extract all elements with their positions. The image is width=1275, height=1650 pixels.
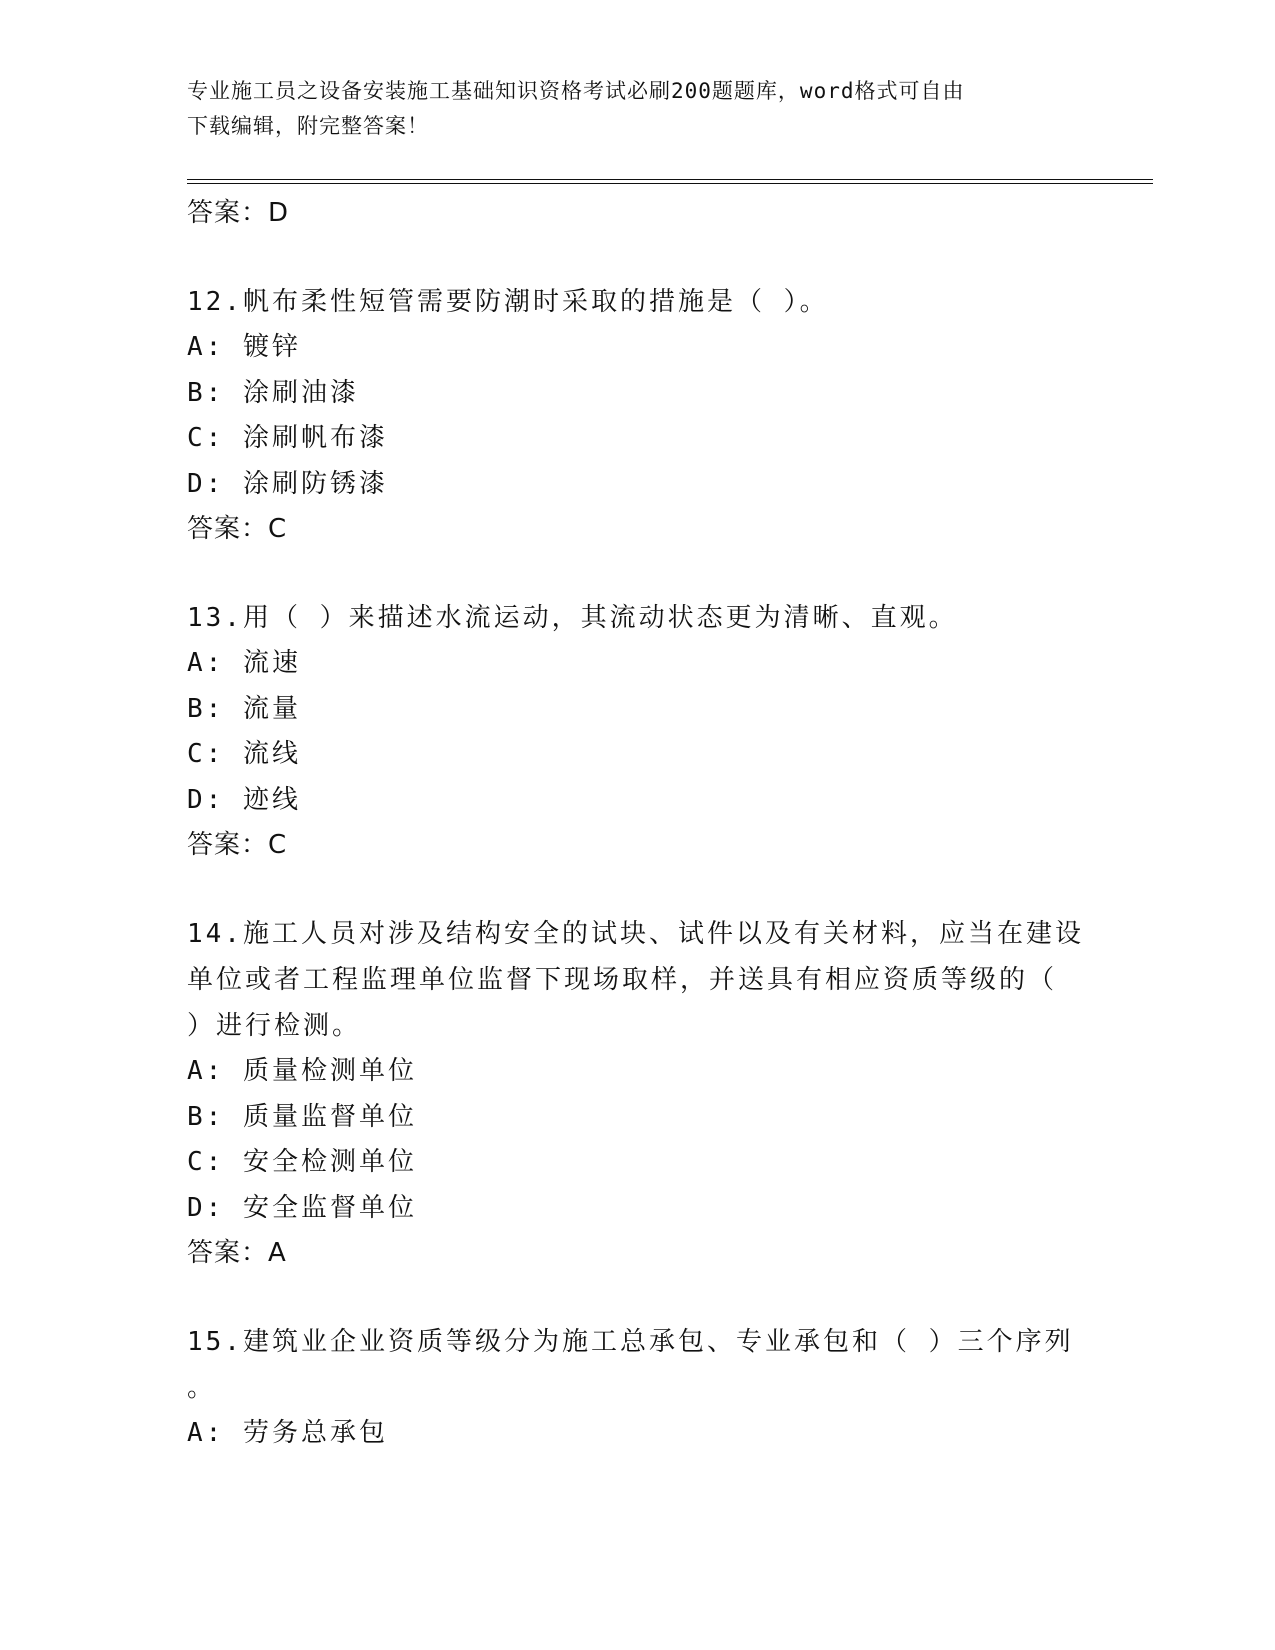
question-12 [187, 279, 1087, 551]
header-line-2: 下载编辑，附完整答案！ [187, 114, 429, 138]
option-d: D: 涂刷防锈漆 [187, 468, 388, 499]
question-13 [187, 595, 1087, 867]
answer-line: 答案：C [187, 830, 288, 860]
document-header [187, 74, 1067, 144]
option-c: C: 安全检测单位 [187, 1147, 417, 1177]
answer-line: 答案：A [187, 1238, 287, 1268]
header-divider-top [187, 179, 1153, 180]
question-stem-line-3: ）进行检测。 [187, 1011, 362, 1041]
option-b: B: 流量 [187, 693, 301, 724]
question-list [187, 191, 1087, 1457]
question-14 [187, 911, 1087, 1275]
question-stem-line-2: 单位或者工程监理单位监督下现场取样，并送具有相应资质等级的（ [187, 965, 1058, 995]
question-stem-line-2: 。 [187, 1373, 217, 1403]
option-a: A: 劳务总承包 [187, 1418, 388, 1448]
question-stem: 12.帆布柔性短管需要防潮时采取的措施是（ ）。 [187, 287, 829, 317]
option-b: B: 涂刷油漆 [187, 377, 359, 408]
answer-line: 答案：D [187, 198, 290, 228]
option-c: C: 涂刷帆布漆 [187, 423, 388, 453]
header-divider-bottom [187, 183, 1153, 184]
question-stem-line-1: 15.建筑业企业资质等级分为施工总承包、专业承包和（ ）三个序列 [187, 1327, 1074, 1357]
question-stem-line-1: 14.施工人员对涉及结构安全的试块、试件以及有关材料，应当在建设 [187, 919, 1084, 949]
header-line-1: 专业施工员之设备安装施工基础知识资格考试必刷200题题库，word格式可自由 [187, 79, 965, 103]
answer-line: 答案：C [187, 514, 288, 544]
question-stem: 13.用（ ）来描述水流运动，其流动状态更为清晰、直观。 [187, 603, 958, 633]
option-d: D: 迹线 [187, 784, 301, 815]
option-b: B: 质量监督单位 [187, 1101, 417, 1132]
option-c: C: 流线 [187, 739, 301, 769]
option-a: A: 质量检测单位 [187, 1056, 417, 1086]
option-a: A: 镀锌 [187, 332, 301, 362]
question-15 [187, 1319, 1087, 1457]
option-a: A: 流速 [187, 648, 301, 678]
option-d: D: 安全监督单位 [187, 1192, 417, 1223]
